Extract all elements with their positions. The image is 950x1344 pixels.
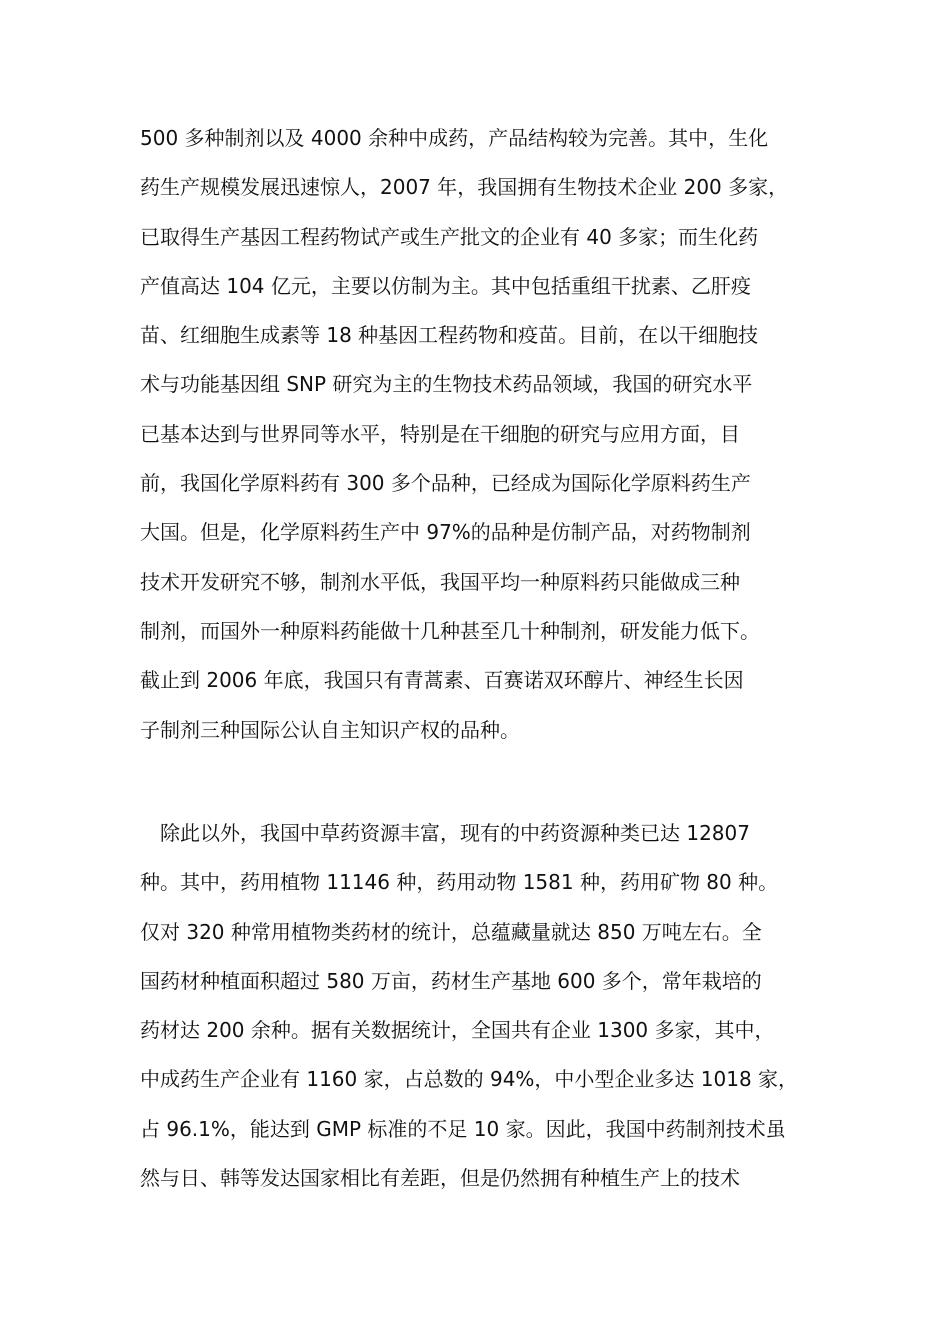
text-line: 术与功能基因组 SNP 研究为主的生物技术药品领域，我国的研究水平 xyxy=(140,372,753,397)
paragraph-2 xyxy=(140,809,830,1203)
text-line: 大国。但是，化学原料药生产中 97%的品种是仿制产品，对药物制剂 xyxy=(140,520,751,545)
text-line: 除此以外，我国中草药资源丰富，现有的中药资源种类已达 12807 xyxy=(140,821,750,845)
text-line: 已基本达到与世界同等水平，特别是在干细胞的研究与应用方面，目 xyxy=(140,421,740,446)
text-line: 然与日、韩等发达国家相比有差距，但是仍然拥有种植生产上的技术 xyxy=(140,1166,740,1191)
text-line: 产值高达 104 亿元，主要以仿制为主。其中包括重组干扰素、乙肝疫 xyxy=(140,273,751,298)
text-line: 截止到 2006 年底，我国只有青蒿素、百赛诺双环醇片、神经生长因 xyxy=(140,668,744,693)
paragraph-1 xyxy=(140,114,830,755)
text-line: 技术开发研究不够，制剂水平低，我国平均一种原料药只能做成三种 xyxy=(140,569,740,594)
text-line: 苗、红细胞生成素等 18 种基因工程药物和疫苗。目前，在以干细胞技 xyxy=(140,323,759,348)
text-line: 前，我国化学原料药有 300 多个品种，已经成为国际化学原料药生产 xyxy=(140,471,751,496)
text-line: 占 96.1%，能达到 GMP 标准的不足 10 家。因此，我国中药制剂技术虽 xyxy=(140,1116,786,1141)
text-line: 仅对 320 种常用植物类药材的统计，总蕴藏量就达 850 万吨左右。全 xyxy=(140,919,762,944)
text-line: 药材达 200 余种。据有关数据统计，全国共有企业 1300 多家，其中， xyxy=(140,1018,775,1043)
text-line: 药生产规模发展迅速惊人，2007 年，我国拥有生物技术企业 200 多家， xyxy=(140,175,789,200)
text-line: 国药材种植面积超过 580 万亩，药材生产基地 600 多个，常年栽培的 xyxy=(140,968,762,993)
text-line: 种。其中，药用植物 11146 种，药用动物 1581 种，药用矿物 80 种。 xyxy=(140,870,779,895)
text-line: 500 多种制剂以及 4000 余种中成药，产品结构较为完善。其中，生化 xyxy=(140,126,769,150)
text-line: 子制剂三种国际公认自主知识产权的品种。 xyxy=(140,717,520,742)
text-line: 中成药生产企业有 1160 家，占总数的 94%，中小型企业多达 1018 家， xyxy=(140,1067,799,1092)
text-line: 已取得生产基因工程药物试产或生产批文的企业有 40 多家；而生化药 xyxy=(140,224,759,249)
text-line: 制剂，而国外一种原料药能做十几种甚至几十种制剂，研发能力低下。 xyxy=(140,618,760,643)
